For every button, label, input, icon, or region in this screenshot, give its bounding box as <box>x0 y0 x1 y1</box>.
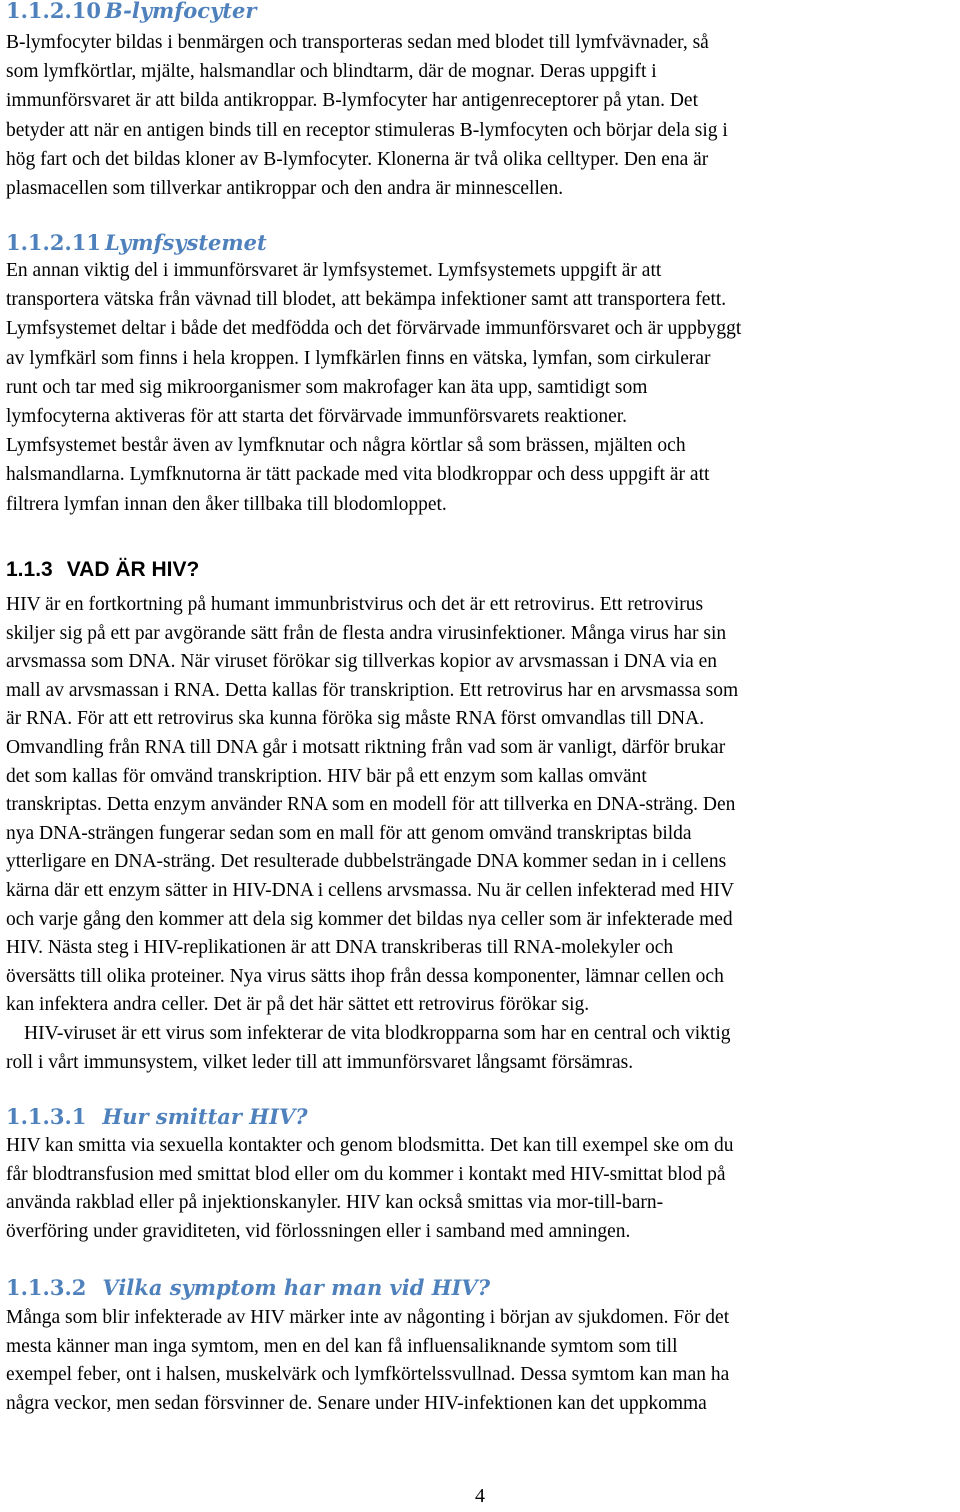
heading-title: Vilka symptom har man vid HIV? <box>102 1275 490 1300</box>
text-line: ytterligare en DNA-sträng. Det resulterade dubbelsträngade DNA kommer sedan in i cellens <box>6 851 727 873</box>
text-line: av lymfkärl som finns i hela kroppen. I lymfkärlen finns en vätska, lymfan, som cirkulerar <box>6 347 711 369</box>
text-line: och varje gång den kommer att dela sig kommer det bildas nya celler som är infekterade med <box>6 908 733 930</box>
text-line: som lymfkörtlar, mjälte, halsmandlar och blindtarm, där de mognar. Deras uppgift i <box>6 61 657 83</box>
heading-number: 1.1.2.10 <box>6 0 101 23</box>
heading-b-lymfocyter <box>6 0 256 24</box>
text-line: några veckor, men sedan försvinner de. Senare under HIV-infektionen kan det uppkomma <box>6 1392 707 1414</box>
text-line: immunförsvaret är att bilda antikroppar. B-lymfocyter har antigenreceptorer på ytan. Det <box>6 90 698 112</box>
heading-vad-ar-hiv <box>6 557 199 583</box>
text-line: HIV. Nästa steg i HIV-replikationen är att DNA transkriberas till RNA-molekyler och <box>6 937 674 959</box>
text-line: Många som blir infekterade av HIV märker inte av någonting i början av sjukdomen. För det <box>6 1307 730 1328</box>
text-line: HIV kan smitta via sexuella kontakter och genom blodsmitta. Det kan till exempel ske om du <box>6 1135 734 1156</box>
text-line: mall av arvsmassan i RNA. Detta kallas för transkription. Ett retrovirus har en arvsmassa som <box>6 679 739 701</box>
text-line: skiljer sig på ett par avgörande sätt från de flesta andra virusinfektioner. Många virus har sin <box>6 622 727 644</box>
text-line: översätts till olika proteiner. Nya virus sätts ihop från dessa komponenter, lämnar cellen och <box>6 965 724 987</box>
paragraph-vad-ar-hiv <box>6 591 738 1077</box>
heading-number: 1.1.3.2 <box>6 1275 87 1300</box>
heading-vilka-symptom <box>6 1275 490 1301</box>
text-line: hög fart och det bildas kloner av B-lymfocyter. Klonerna är två olika celltyper. Den ena är <box>6 148 709 170</box>
text-line: exempel feber, ont i halsen, muskelvärk och lymfkörtelssvullnad. Dessa symtom kan man ha <box>6 1364 730 1386</box>
text-line: arvsmassa som DNA. När viruset förökar sig tillverkas kopior av arvsmassan i DNA via en <box>6 651 718 673</box>
text-line: använda rakblad eller på injektionskanyler. HIV kan också smittas via mor-till-barn- <box>6 1192 664 1214</box>
heading-lymfsystemet <box>6 230 267 256</box>
paragraph-vilka-symptom <box>6 1304 729 1418</box>
text-line: Omvandling från RNA till DNA går i motsatt riktning från vad som är vanligt, därför brukar <box>6 736 726 758</box>
text-line: är RNA. För att ett retrovirus ska kunna föröka sig måste RNA först omvandlas till DNA. <box>6 708 705 730</box>
text-line: lymfocyterna aktiveras för att starta det förvärvade immunförsvarets reaktioner. <box>6 406 628 428</box>
text-line: kärna där ett enzym sätter in HIV-DNA i cellens arvsmassa. Nu är cellen infekterad med HIV <box>6 879 735 901</box>
paragraph-hur-smittar-hiv <box>6 1132 733 1246</box>
heading-title: VAD ÄR HIV? <box>66 558 200 581</box>
text-line: nya DNA-strängen fungerar sedan som en mall för att genom omvänd transkriptas bilda <box>6 822 692 844</box>
text-line: halsmandlarna. Lymfknutorna är tätt packade med vita blodkroppar och dess uppgift är att <box>6 464 710 486</box>
heading-number: 1.1.3 <box>6 558 53 581</box>
text-line: filtrera lymfan innan den åker tillbaka till blodomloppet. <box>6 493 447 515</box>
text-line: Lymfsystemet består även av lymfknutar och några körtlar så som brässen, mjälten och <box>6 435 686 457</box>
paragraph-lymfsystemet <box>6 256 741 519</box>
text-line: runt och tar med sig mikroorganismer som makrofager kan äta upp, samtidigt som <box>6 376 648 398</box>
text-line: B-lymfocyter bildas i benmärgen och transporteras sedan med blodet till lymfvävnader, så <box>6 32 709 53</box>
text-line: En annan viktig del i immunförsvaret är lymfsystemet. Lymfsystemets uppgift är att <box>6 260 662 281</box>
heading-title: Hur smittar HIV? <box>102 1104 308 1129</box>
text-line: det som kallas för omvänd transkription. HIV bär på ett enzym som kallas omvänt <box>6 765 647 787</box>
text-line: HIV-viruset är ett virus som infekterar de vita blodkropparna som har en central och viktig <box>24 1022 731 1044</box>
text-line: transkriptas. Detta enzym använder RNA som en modell för att tillverka en DNA-sträng. Den <box>6 794 736 816</box>
text-line: plasmacellen som tillverkar antikroppar och den andra är minnescellen. <box>6 178 564 200</box>
heading-title: Lymfsystemet <box>105 230 267 255</box>
heading-number: 1.1.2.11 <box>6 230 101 255</box>
text-line: roll i vårt immunsystem, vilket leder till att immunförsvaret långsamt försämras. <box>6 1051 634 1073</box>
heading-title: B-lymfocyter <box>105 0 257 23</box>
text-line: kan infektera andra celler. Det är på det här sättet ett retrovirus förökar sig. <box>6 994 590 1016</box>
text-line: transportera vätska från vävnad till blodet, att bekämpa infektioner samt att transportera fett. <box>6 289 727 311</box>
text-line: Lymfsystemet deltar i både det medfödda och det förvärvade immunförsvaret och är uppbyggt <box>6 318 742 340</box>
heading-hur-smittar-hiv <box>6 1104 308 1130</box>
text-line: får blodtransfusion med smittat blod eller om du kommer i kontakt med HIV-smittat blod på <box>6 1163 726 1185</box>
text-line: mesta känner man inga symtom, men en del kan få influensaliknande symtom som till <box>6 1335 678 1357</box>
page-number: 4 <box>475 1485 485 1507</box>
heading-number: 1.1.3.1 <box>6 1104 87 1129</box>
text-line: överföring under graviditeten, vid förlossningen eller i samband med amningen. <box>6 1220 631 1242</box>
paragraph-b-lymfocyter <box>6 28 728 203</box>
text-line: HIV är en fortkortning på humant immunbristvirus och det är ett retrovirus. Ett retrovirus <box>6 594 704 615</box>
text-line: betyder att när en antigen binds till en receptor stimuleras B-lymfocyten och börjar dela sig i <box>6 119 728 141</box>
